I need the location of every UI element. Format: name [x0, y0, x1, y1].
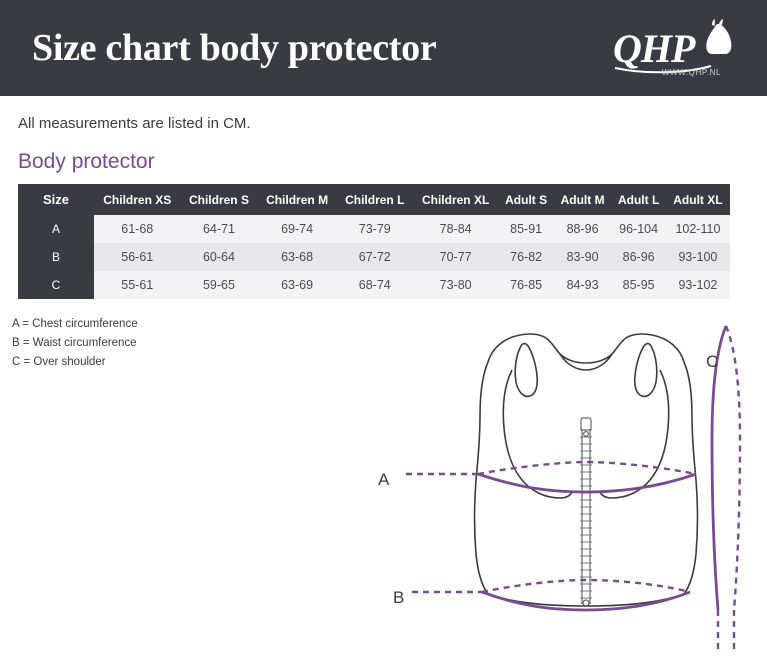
cell-a-children-xs: 61-68	[94, 215, 181, 243]
row-label-b: B	[18, 243, 94, 271]
cell-c-children-xs: 55-61	[94, 271, 181, 299]
column-header-adult-xl: Adult XL	[666, 184, 730, 215]
cell-b-adult-m: 83-90	[554, 243, 612, 271]
table-row	[18, 271, 730, 299]
row-label-c: C	[18, 271, 94, 299]
cell-a-adult-xl: 102-110	[666, 215, 730, 243]
table-header-row	[18, 184, 730, 215]
cell-b-children-xl: 70-77	[413, 243, 499, 271]
column-header-children-xs: Children XS	[94, 184, 181, 215]
qhp-logo	[613, 18, 741, 80]
horse-head-icon	[706, 19, 731, 54]
intro-text: All measurements are listed in CM.	[18, 115, 251, 132]
diagram-label-b: B	[393, 588, 405, 607]
column-header-adult-s: Adult S	[499, 184, 554, 215]
row-label-a: A	[18, 215, 94, 243]
cell-a-children-xl: 78-84	[413, 215, 499, 243]
page-header	[0, 0, 767, 96]
column-header-children-xl: Children XL	[413, 184, 499, 215]
table-row	[18, 243, 730, 271]
cell-c-children-xl: 73-80	[413, 271, 499, 299]
cell-c-adult-l: 85-95	[611, 271, 665, 299]
legend-line-c: C = Over shoulder	[12, 356, 106, 368]
page-title: Size chart body protector	[32, 27, 437, 69]
logo-url-text: WWW.QHP.NL	[661, 68, 721, 77]
cell-b-children-s: 60-64	[181, 243, 258, 271]
cell-c-children-s: 59-65	[181, 271, 258, 299]
cell-a-adult-s: 85-91	[499, 215, 554, 243]
svg-text:QHP: QHP	[613, 26, 695, 71]
legend-line-b: B = Waist circumference	[12, 337, 137, 349]
column-header-children-l: Children L	[337, 184, 413, 215]
cell-b-children-xs: 56-61	[94, 243, 181, 271]
size-table	[18, 184, 730, 299]
size-table-head	[18, 184, 730, 215]
cell-c-adult-m: 84-93	[554, 271, 612, 299]
column-header-children-m: Children M	[257, 184, 336, 215]
cell-b-children-l: 67-72	[337, 243, 413, 271]
table-row	[18, 215, 730, 243]
size-table-body	[18, 215, 730, 299]
cell-c-adult-s: 76-85	[499, 271, 554, 299]
cell-b-adult-xl: 93-100	[666, 243, 730, 271]
zipper-icon	[580, 418, 592, 606]
section-title: Body protector	[18, 150, 155, 173]
vest-outline-icon	[475, 334, 698, 606]
measure-line-c	[712, 326, 740, 650]
cell-a-children-s: 64-71	[181, 215, 258, 243]
cell-c-children-l: 68-74	[337, 271, 413, 299]
cell-b-adult-l: 86-96	[611, 243, 665, 271]
cell-a-adult-m: 88-96	[554, 215, 612, 243]
column-header-adult-l: Adult L	[611, 184, 665, 215]
column-header-children-s: Children S	[181, 184, 258, 215]
legend-line-a: A = Chest circumference	[12, 318, 138, 330]
cell-b-adult-s: 76-82	[499, 243, 554, 271]
body-protector-diagram	[370, 310, 760, 655]
column-header-adult-m: Adult M	[554, 184, 612, 215]
size-table-wrapper	[18, 184, 730, 299]
diagram-label-a: A	[378, 470, 390, 489]
diagram-label-c: C	[706, 352, 719, 371]
column-header-size: Size	[18, 184, 94, 215]
cell-a-children-m: 69-74	[257, 215, 336, 243]
cell-a-children-l: 73-79	[337, 215, 413, 243]
cell-a-adult-l: 96-104	[611, 215, 665, 243]
cell-c-adult-xl: 93-102	[666, 271, 730, 299]
cell-c-children-m: 63-69	[257, 271, 336, 299]
cell-b-children-m: 63-68	[257, 243, 336, 271]
